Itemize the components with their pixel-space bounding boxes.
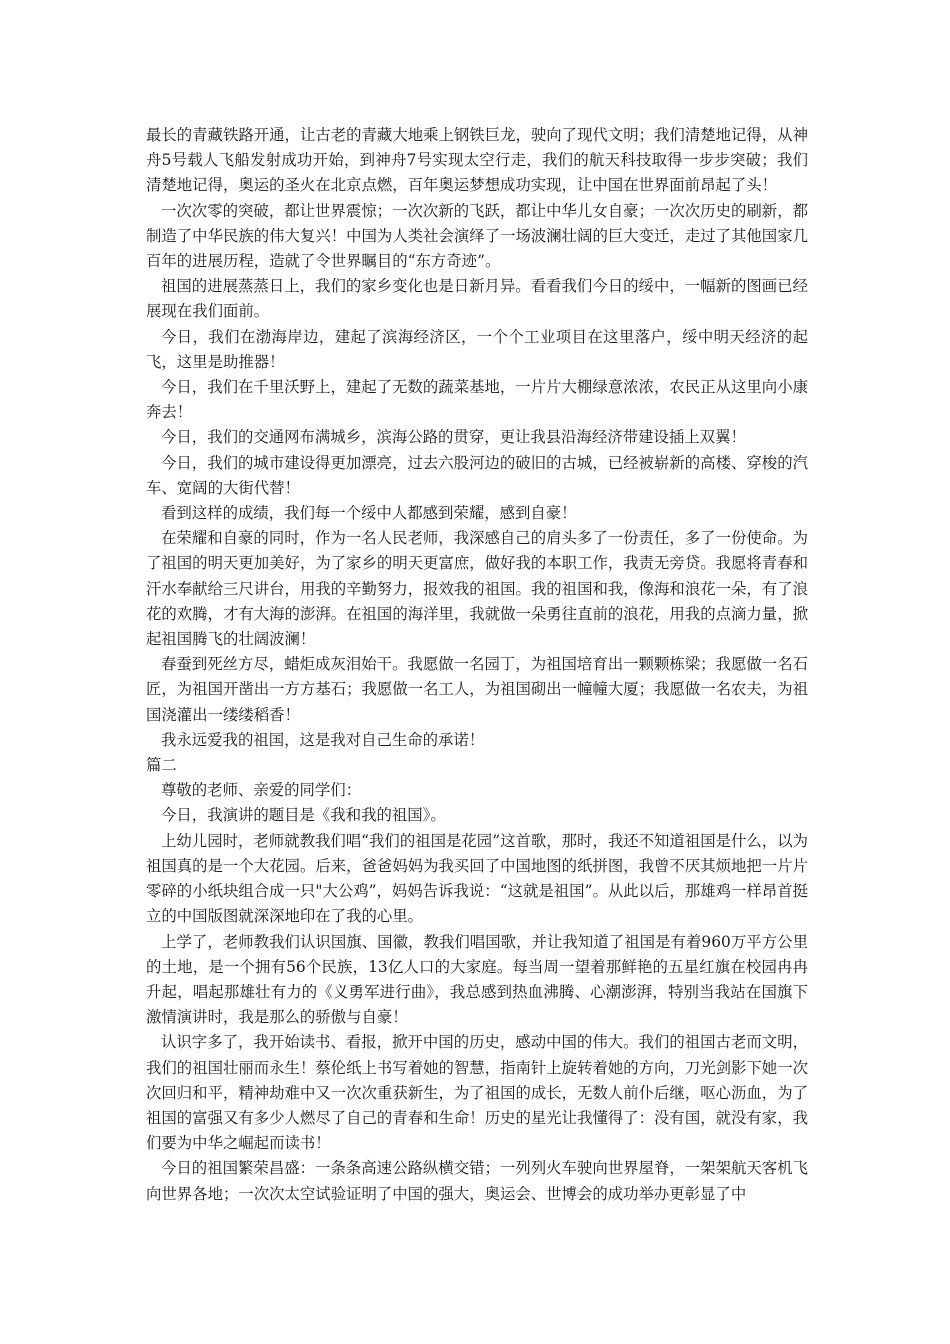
- paragraph: 今日，我们在千里沃野上，建起了无数的蔬菜基地，一片片大棚绿意浓浓，农民正从这里向小康奔去！: [146, 378, 808, 422]
- paragraph: 上幼儿园时，老师就教我们唱“我们的祖国是花园”这首歌，那时，我还不知道祖国是什么，以为祖国真的是一个大花园。后来，爸爸妈妈为我买回了中国地图的纸拼图，我曾不厌其烦地把一片片零碎的小纸块组合成一只"大公鸡”，妈妈告诉我说：“这就是祖国”。从此以后，那雄鸡一样昂首挺立的中国版图就深深地印在了我的心里。: [146, 831, 808, 926]
- paragraph: 看到这样的成绩，我们每一个绥中人都感到荣耀，感到自豪！: [161, 504, 577, 523]
- document-body: [146, 123, 808, 1207]
- paragraph: 一次次零的突破，都让世界震惊；一次次新的飞跃，都让中华儿女自豪；一次次历史的刷新，都制造了中华民族的伟大复兴！中国为人类社会演绎了一场波澜壮阔的巨大变迁，走过了其他国家几百年的进展历程，造就了令世界瞩目的“东方奇迹”。: [146, 201, 808, 271]
- paragraph: 今日的祖国繁荣昌盛：一条条高速公路纵横交错；一列列火车驶向世界屋脊，一架架航天客机飞向世界各地；一次次太空试验证明了中国的强大，奥运会、世博会的成功举办更彰显了中: [146, 1159, 808, 1203]
- paragraph: 上学了，老师教我们认识国旗、国徽，教我们唱国歌，并让我知道了祖国是有着960万平方公里的土地，是一个拥有56个民族，13亿人口的大家庭。每当周一望着那鲜艳的五星红旗在校园冉冉升起，唱起那雄壮有力的《义勇军进行曲》，我总感到热血沸腾、心潮澎湃，特别当我站在国旗下激情演讲时，我是那么的骄傲与自豪！: [146, 932, 808, 1027]
- paragraph: 在荣耀和自豪的同时，作为一名人民老师，我深感自己的肩头多了一份责任，多了一份使命。为了祖国的明天更加美好，为了家乡的明天更富庶，做好我的本职工作，我责无旁贷。我愿将青春和汗水奉献给三尺讲台，用我的辛勤努力，报效我的祖国。我的祖国和我，像海和浪花一朵，有了浪花的欢腾，才有大海的澎湃。在祖国的海洋里，我就做一朵勇往直前的浪花，用我的点滴力量，掀起祖国腾飞的壮阔波澜！: [146, 529, 808, 649]
- section-heading: 篇二: [146, 756, 177, 775]
- paragraph: 尊敬的老师、亲爱的同学们：: [161, 781, 362, 800]
- paragraph: 祖国的进展蒸蒸日上，我们的家乡变化也是日新月异。看看我们今日的绥中，一幅新的图画已经展现在我们面前。: [146, 277, 808, 321]
- paragraph: 今日，我们的城市建设得更加漂亮，过去六股河边的破旧的古城，已经被崭新的高楼、穿梭的汽车、宽阔的大街代替！: [146, 453, 808, 497]
- paragraph: 最长的青藏铁路开通，让古老的青藏大地乘上钢铁巨龙，驶向了现代文明；我们清楚地记得，从神舟5号载人飞船发射成功开始，到神舟7号实现太空行走，我们的航天科技取得一步步突破；我们清楚地记得，奥运的圣火在北京点燃，百年奥运梦想成功实现，让中国在世界面前昂起了头！: [146, 126, 808, 195]
- paragraph: 今日，我演讲的题目是《我和我的祖国》。: [161, 806, 446, 825]
- paragraph: 今日，我们在渤海岸边，建起了滨海经济区，一个个工业项目在这里落户，绥中明天经济的起飞，这里是助推器！: [146, 327, 808, 371]
- paragraph: 春蚕到死丝方尽，蜡炬成灰泪始干。我愿做一名园丁，为祖国培育出一颗颗栋梁；我愿做一名石匠，为祖国开凿出一方方基石；我愿做一名工人，为祖国砌出一幢幢大厦；我愿做一名农夫，为祖国浇灌出一缕缕稻香！: [146, 655, 808, 724]
- paragraph: 我永远爱我的祖国，这是我对自己生命的承诺！: [161, 730, 485, 749]
- paragraph: 今日，我们的交通网布满城乡，滨海公路的贯穿，更让我县沿海经济带建设插上双翼！: [161, 428, 746, 447]
- paragraph: 认识字多了，我开始读书、看报，掀开中国的历史，感动中国的伟大。我们的祖国古老而文明，我们的祖国壮丽而永生！蔡伦纸上书写着她的智慧，指南针上旋转着她的方向，刀光剑影下她一次次回归和平，精神劫难中又一次次重获新生，为了祖国的成长，无数人前仆后继，呕心沥血，为了祖国的富强又有多少人燃尽了自己的青春和生命！历史的星光让我懂得了：没有国，就没有家，我们要为中华之崛起而读书！: [146, 1033, 808, 1153]
